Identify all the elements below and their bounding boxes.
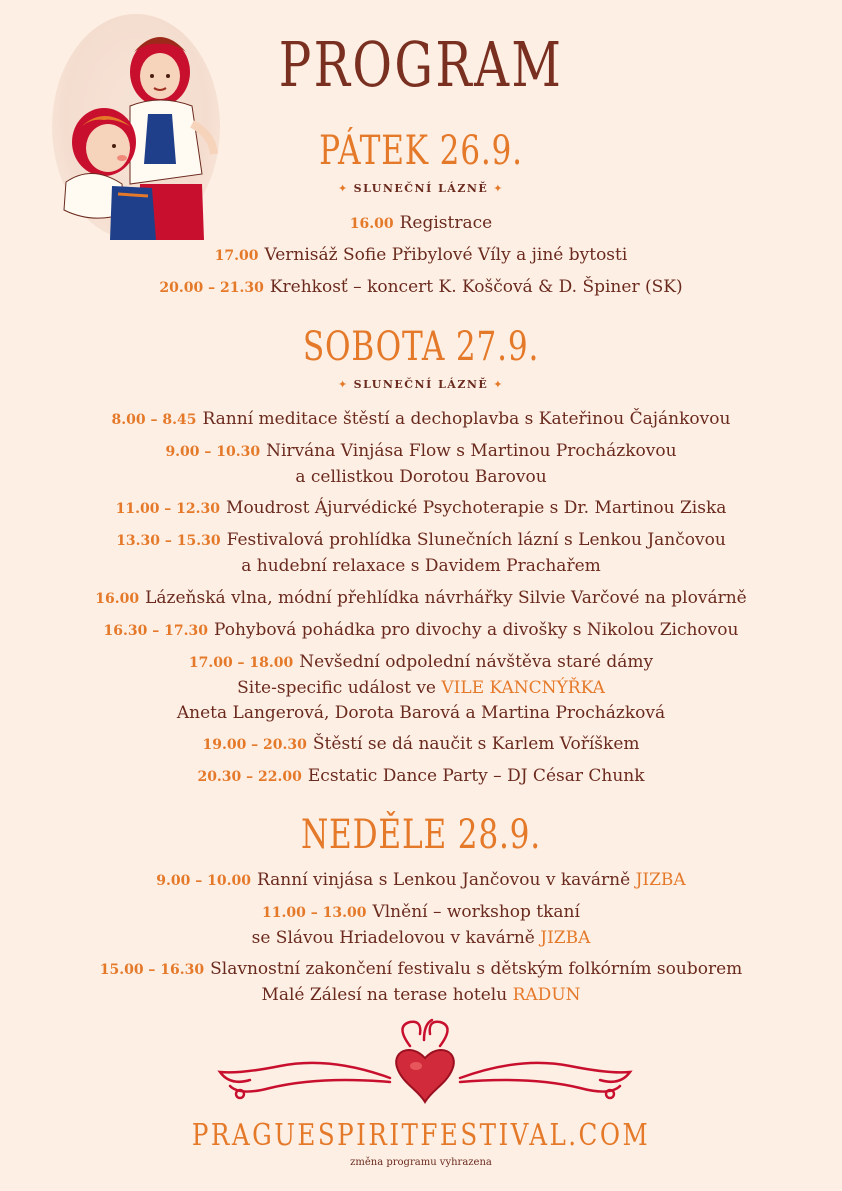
event-row: 9.00 – 10.00 Ranní vinjása s Lenkou Jančovou v kavárně JIZBA <box>156 870 686 890</box>
event-row: 20.30 – 22.00 Ecstatic Dance Party – DJ César Chunk <box>197 766 645 786</box>
page-title: PROGRAM <box>278 28 564 101</box>
day-heading-friday: PÁTEK 26.9. <box>319 128 523 174</box>
event-row: 9.00 – 10.30 Nirvána Vinjása Flow s Martinou Procházkovou a cellistkou Dorotou Barovou <box>165 441 677 487</box>
program-change-note: změna programu vyhrazena <box>350 1157 492 1168</box>
event-row: 11.00 – 13.00 Vlnění – workshop tkaní se Slávou Hriadelovou v kavárně JIZBA <box>251 902 591 948</box>
event-row: 8.00 – 8.45 Ranní meditace štěstí a dechoplavba s Kateřinou Čajánkovou <box>111 409 731 429</box>
website-url: PRAGUESPIRITFESTIVAL.COM <box>191 1118 651 1153</box>
venue-saturday: ✦ SLUNEČNÍ LÁZNĚ ✦ <box>337 378 505 391</box>
event-row: 19.00 – 20.30 Štěstí se dá naučit s Karlem Voříškem <box>202 734 640 754</box>
event-row: 16.30 – 17.30 Pohybová pohádka pro divochy a divošky s Nikolou Zichovou <box>103 620 739 640</box>
heart-ornament-icon <box>210 1016 640 1116</box>
event-row: 16.00 Lázeňská vlna, módní přehlídka návrhářky Silvie Varčové na plovárně <box>95 588 747 608</box>
event-row: 15.00 – 16.30 Slavnostní zakončení festivalu s dětským folkórním souborem Malé Zálesí na terase hotelu RADUN <box>99 959 743 1005</box>
event-row: 20.00 – 21.30 Krehkosť – koncert K. Koščová & D. Špiner (SK) <box>159 277 683 297</box>
day-heading-sunday: NEDĚLE 28.9. <box>300 812 542 858</box>
event-row: 16.00 Registrace <box>349 213 493 233</box>
day-heading-saturday: SOBOTA 27.9. <box>302 324 540 370</box>
event-row: 11.00 – 12.30 Moudrost Ájurvédické Psychoterapie s Dr. Martinou Ziska <box>115 498 727 518</box>
venue-friday: ✦ SLUNEČNÍ LÁZNĚ ✦ <box>337 182 505 195</box>
event-row: 17.00 Vernisáž Sofie Přibylové Víly a jiné bytosti <box>214 245 628 265</box>
event-row: 13.30 – 15.30 Festivalová prohlídka Slunečních lázní s Lenkou Jančovou a hudební relaxace s Davidem Prachařem <box>116 530 726 576</box>
event-row: 17.00 – 18.00 Nevšední odpolední návštěva staré dámy Site-specific událost ve VILE KANCNÝŘKA Aneta Langerová, Dorota Barová a Martina Procházková <box>176 652 666 723</box>
